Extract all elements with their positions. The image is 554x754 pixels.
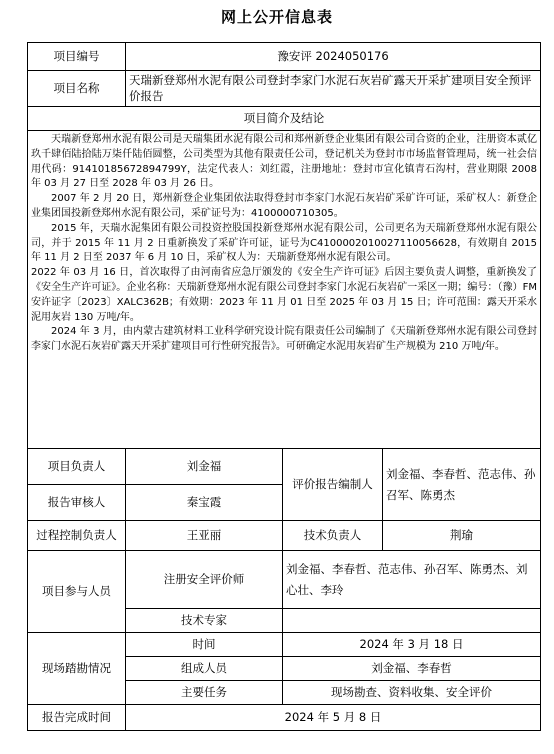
intro-paragraph: 天瑞新登郑州水泥有限公司是天瑞集团水泥有限公司和郑州新登企业集团有限公司合资的企业，注册资本贰亿玖千肆佰陆拾陆万柒仟陆佰圆整，公司类型为其他有限责任公司，登记机关为登封市市场监督管理局，统一社会信用代码：91410185672894799Y，法定代表人：刘红霞，注册地址：登封市宣化镇青石沟村，营业期限 2008 年 03 月 27 日至 2028 年 03 月 26 日。 (31, 134, 538, 190)
page-title: 网上公开信息表 (220, 8, 333, 26)
site-members-value: 刘金福、李春哲 (283, 657, 541, 681)
process-leader-value: 王亚丽 (126, 521, 283, 551)
site-members-label: 组成人员 (126, 657, 283, 681)
assessor-value: 刘金福、李春哲、范志伟、孙召军、陈勇杰、刘心壮、李玲 (283, 551, 541, 609)
intro-body (28, 131, 541, 449)
compilers-label: 评价报告编制人 (283, 449, 383, 521)
row-project-no (28, 43, 541, 71)
project-leader-value: 刘金福 (126, 449, 283, 485)
info-table (27, 42, 541, 731)
row-completion (28, 705, 541, 731)
tech-leader-value: 荆瑜 (383, 521, 541, 551)
completion-label: 报告完成时间 (28, 705, 126, 731)
row-intro-body (28, 131, 541, 449)
row-project-leader (28, 449, 541, 485)
project-no-value: 豫安评 2024050176 (126, 43, 541, 71)
completion-value: 2024 年 5 月 8 日 (126, 705, 541, 731)
reviewer-value: 秦宝霞 (126, 485, 283, 521)
site-time-label: 时间 (126, 633, 283, 657)
project-leader-label: 项目负责人 (28, 449, 126, 485)
intro-paragraph: 2024 年 3 月，由内蒙古建筑材料工业科学研究设计院有限责任公司编制了《天瑞新登郑州水泥有限公司登封李家门水泥石灰岩矿露天开采扩建项目可行性研究报告》。可研确定水泥用灰岩矿生产规模为 210 万吨/年。 (31, 326, 538, 353)
row-intro-heading (28, 107, 541, 131)
site-tasks-value: 现场勘查、资料收集、安全评价 (283, 681, 541, 705)
site-tasks-label: 主要任务 (126, 681, 283, 705)
intro-paragraph: 2007 年 2 月 20 日，郑州新登企业集团依法取得登封市李家门水泥石灰岩矿采矿许可证，采矿权人：新登企业集团国投新登郑州水泥有限公司，采矿证号为：4100000710305。 (31, 193, 538, 219)
tech-leader-label: 技术负责人 (283, 521, 383, 551)
row-project-name (28, 71, 541, 107)
expert-value (283, 609, 541, 633)
project-name-value: 天瑞新登郑州水泥有限公司登封李家门水泥石灰岩矿露天开采扩建项目安全预评价报告 (126, 71, 541, 107)
compilers-value: 刘金福、李春哲、范志伟、孙召军、陈勇杰 (383, 449, 541, 521)
project-name-label: 项目名称 (28, 71, 126, 107)
row-site-time (28, 633, 541, 657)
reviewer-label: 报告审核人 (28, 485, 126, 521)
intro-paragraph: 2022 年 03 月 16 日，首次取得了由河南省应急厅颁发的《安全生产许可证》后因主要负责人调整，重新换发了《安全生产许可证》。企业名称：天瑞新登郑州水泥有限公司登封李家门水泥石灰岩矿一采区一期；编号：（豫）FM 安许证字〔2023〕XALC362B；有效期：2023 年 11 月 01 日至 2025 年 03 月 15 日；许可范围：露天开采水泥用灰岩 130 万吨/年。 (31, 267, 538, 323)
intro-paragraph: 2015 年，天瑞水泥集团有限公司投资控股国投新登郑州水泥有限公司，公司更名为天瑞新登郑州水泥有限公司，并于 2015 年 11 月 2 日重新换发了采矿许可证，证号为C4100002010027110056628，有效期自 2015 年 11 月 2 日至 2037 年 6 月 10 日，采矿权人为：天瑞新登郑州水泥有限公司。 (31, 222, 538, 264)
participants-label: 项目参与人员 (28, 551, 126, 633)
intro-heading: 项目简介及结论 (28, 107, 541, 131)
site-label: 现场踏勘情况 (28, 633, 126, 705)
row-process-leader (28, 521, 541, 551)
project-no-label: 项目编号 (28, 43, 126, 71)
site-time-value: 2024 年 3 月 18 日 (283, 633, 541, 657)
row-assessors (28, 551, 541, 609)
process-leader-label: 过程控制负责人 (28, 521, 126, 551)
assessor-label: 注册安全评价师 (126, 551, 283, 609)
expert-label: 技术专家 (126, 609, 283, 633)
